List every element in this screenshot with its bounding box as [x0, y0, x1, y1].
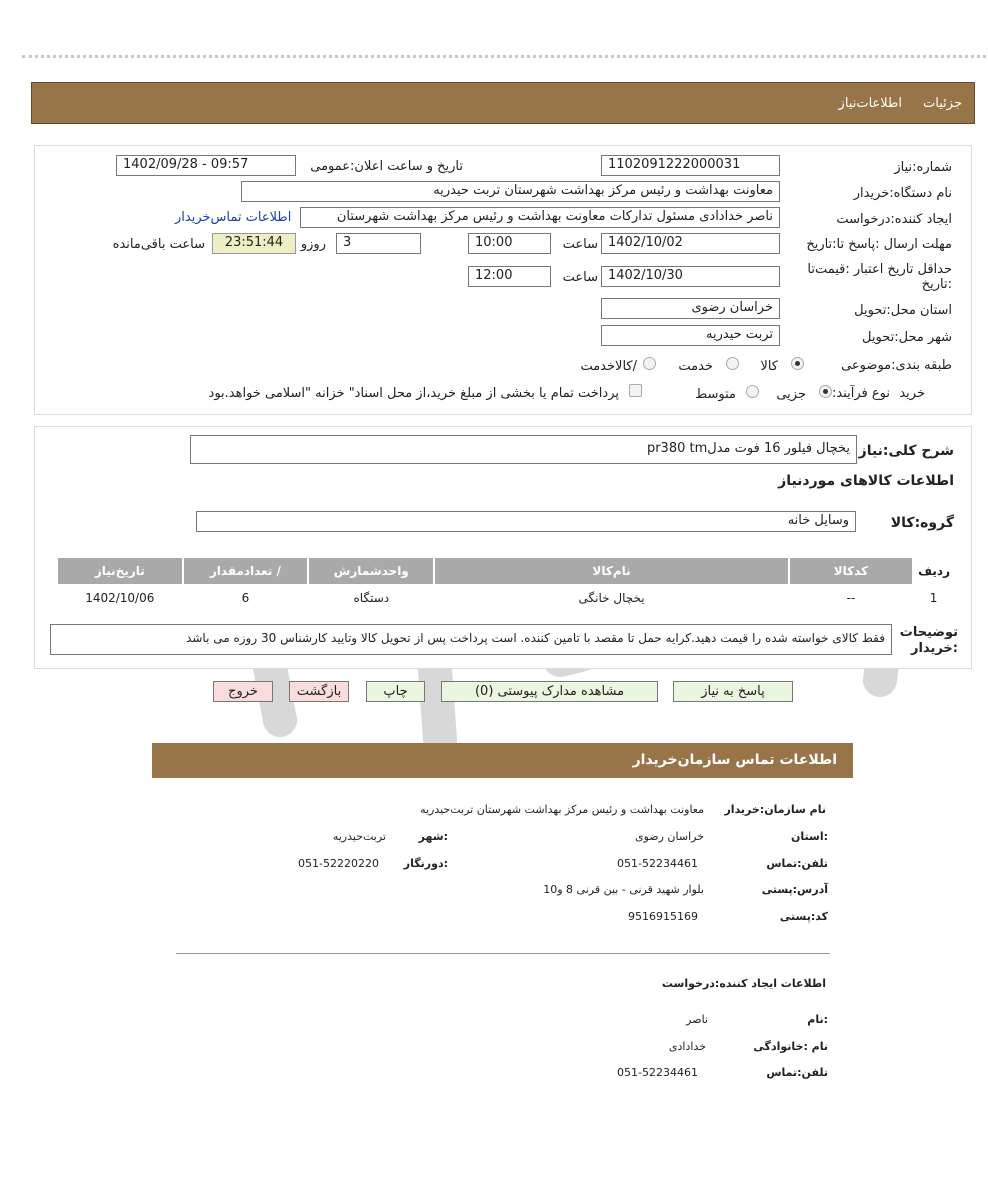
category-label: طبقه بندی:موضوعی — [841, 358, 952, 373]
goods-group-label: گروه:کالا — [890, 515, 954, 531]
cell-goods-name: یخچال خانگی — [434, 584, 788, 612]
cell-quantity: 6 — [183, 584, 309, 612]
contact-divider — [176, 953, 830, 954]
view-attachments-button[interactable]: مشاهده مدارک پیوستی (0) — [441, 681, 658, 702]
city-label: شهر محل:تحویل — [862, 330, 952, 345]
creator-last-name-value: خدادادی — [668, 1040, 706, 1053]
category-service-radio[interactable] — [726, 357, 739, 370]
deadline-date-field: 1402/10/02 — [601, 233, 780, 254]
creator-field: ناصر خدادادی مسئول تدارکات معاونت بهداشت و رئیس مرکز بهداشت شهرستان — [300, 207, 780, 228]
buyer-org-field: معاونت بهداشت و رئیس مرکز بهداشت شهرستان تربت حیدریه — [241, 181, 780, 202]
need-number-field: 1102091222000031 — [601, 155, 780, 176]
col-unit: واحدشمارش — [308, 558, 434, 584]
col-goods-code: کدکالا — [789, 558, 913, 584]
contact-postal-value: 9516915169 — [628, 910, 698, 923]
print-button[interactable]: چاپ — [366, 681, 425, 702]
col-quantity: / تعدادمقدار — [183, 558, 309, 584]
goods-group-field: وسایل خانه — [196, 511, 856, 532]
reply-button[interactable]: پاسخ به نیاز — [673, 681, 793, 702]
process-medium-radio[interactable] — [746, 385, 759, 398]
treasury-payment-checkbox[interactable] — [629, 384, 642, 397]
category-service-label: خدمت — [678, 359, 713, 374]
creator-info-title: اطلاعات ایجاد کننده:درخواست — [661, 977, 826, 990]
days-field: 3 — [336, 233, 421, 254]
creator-first-name-value: ناصر — [686, 1013, 708, 1026]
cell-goods-code: -- — [789, 584, 913, 612]
contact-city-value: تربت‌حیدریه — [332, 830, 386, 843]
col-row-no: ردیف — [913, 558, 954, 584]
back-button[interactable]: بازگشت — [289, 681, 349, 702]
process-partial-radio[interactable] — [819, 385, 832, 398]
top-divider — [22, 55, 986, 58]
days-label: روزو — [300, 237, 326, 252]
validity-time-label: ساعت — [562, 270, 598, 285]
col-goods-name: نام‌کالا — [434, 558, 788, 584]
contact-fax-value: 051-52220220 — [298, 857, 379, 870]
contact-province-label: :استان — [791, 830, 828, 843]
goods-info-title: اطلاعات کالاهای موردنیاز — [778, 473, 954, 489]
contact-city-label: :شهر — [418, 830, 448, 843]
buyer-notes-label: توضیحات :خریدار — [899, 625, 958, 656]
creator-first-name-label: :نام — [807, 1013, 828, 1026]
tab-need-info[interactable]: اطلاعات‌نیاز — [838, 96, 902, 111]
creator-phone-value: 051-52234461 — [617, 1066, 698, 1079]
contact-address-value: بلوار شهید قرنی - بین قرنی 8 و10 — [543, 883, 704, 896]
validity-label: حداقل تاریخ اعتبار :قیمت‌تا :تاریخ — [807, 262, 952, 292]
treasury-payment-label: پرداخت تمام یا بخشی از مبلغ خرید،از محل اسناد" خزانه "اسلامی خواهد.بود — [208, 386, 619, 401]
page-header-bar — [31, 82, 975, 124]
cell-unit: دستگاه — [308, 584, 434, 612]
city-field: تربت حیدریه — [601, 325, 780, 346]
process-medium-label: متوسط — [695, 387, 736, 402]
exit-button[interactable]: خروج — [213, 681, 273, 702]
province-label: استان محل:تحویل — [854, 303, 952, 318]
contact-address-label: آدرس:پستی — [761, 883, 828, 896]
deadline-time-field: 10:00 — [468, 233, 551, 254]
category-both-radio[interactable] — [643, 357, 656, 370]
remaining-label: ساعت باقی‌مانده — [112, 237, 205, 252]
deadline-label: مهلت ارسال :پاسخ تا:تاریخ — [806, 237, 952, 252]
goods-table-header — [57, 558, 954, 584]
cell-row-no: 1 — [913, 584, 954, 612]
process-label: نوع فرآیند: — [832, 386, 890, 401]
province-field: خراسان رضوی — [601, 298, 780, 319]
validity-date-field: 1402/10/30 — [601, 266, 780, 287]
process-partial-label: جزیی — [776, 387, 806, 402]
goods-table — [56, 558, 954, 612]
process-buy-label: خرید — [899, 386, 925, 401]
buyer-contact-link[interactable]: اطلاعات تماس‌خریدار — [175, 210, 292, 225]
col-need-date: تاریخ‌نیاز — [57, 558, 183, 584]
buyer-contact-header — [152, 743, 853, 778]
contact-province-value: خراسان رضوی — [634, 830, 704, 843]
validity-time-field: 12:00 — [468, 266, 551, 287]
summary-field: یخچال فیلور 16 فوت مدلpr380 tm — [190, 435, 857, 464]
category-goods-label: کالا — [760, 359, 778, 374]
creator-phone-label: تلفن:تماس — [766, 1066, 828, 1079]
remaining-timer: 23:51:44 — [212, 233, 296, 254]
creator-last-name-label: نام :خانوادگی — [753, 1040, 828, 1053]
contact-postal-label: کد:پستی — [779, 910, 828, 923]
buyer-contact-title: اطلاعات تماس سازمان‌خریدار — [632, 752, 837, 768]
summary-label: شرح کلی:نیاز — [858, 443, 954, 459]
creator-label: ایجاد کننده:درخواست — [836, 212, 952, 227]
buyer-notes-field: فقط کالای خواسته شده را قیمت دهید.کرایه حمل تا مقصد با تامین کننده. است پرداخت پس از تحویل کالا وتایید کارشناس 30 روزه می باشد — [50, 624, 892, 655]
tab-details[interactable]: جزئیات — [923, 96, 962, 111]
contact-org-label: نام سازمان:خریدار — [724, 803, 826, 816]
category-goods-radio[interactable] — [791, 357, 804, 370]
announce-date-field: 1402/09/28 - 09:57 — [116, 155, 296, 176]
contact-phone-label: تلفن:تماس — [766, 857, 828, 870]
buyer-org-label: نام دستگاه:خریدار — [853, 186, 952, 201]
contact-fax-label: :دورنگار — [403, 857, 448, 870]
need-number-label: شماره:نیاز — [894, 160, 952, 175]
deadline-time-label: ساعت — [562, 237, 598, 252]
cell-need-date: 1402/10/06 — [57, 584, 183, 612]
table-row — [57, 584, 954, 612]
announce-date-label: تاریخ و ساعت اعلان:عمومی — [310, 159, 463, 174]
contact-org-value: معاونت بهداشت و رئیس مرکز بهداشت شهرستان تربت‌حیدریه — [420, 803, 704, 816]
category-both-label: /کالاخدمت — [580, 359, 637, 374]
contact-phone-value: 051-52234461 — [617, 857, 698, 870]
